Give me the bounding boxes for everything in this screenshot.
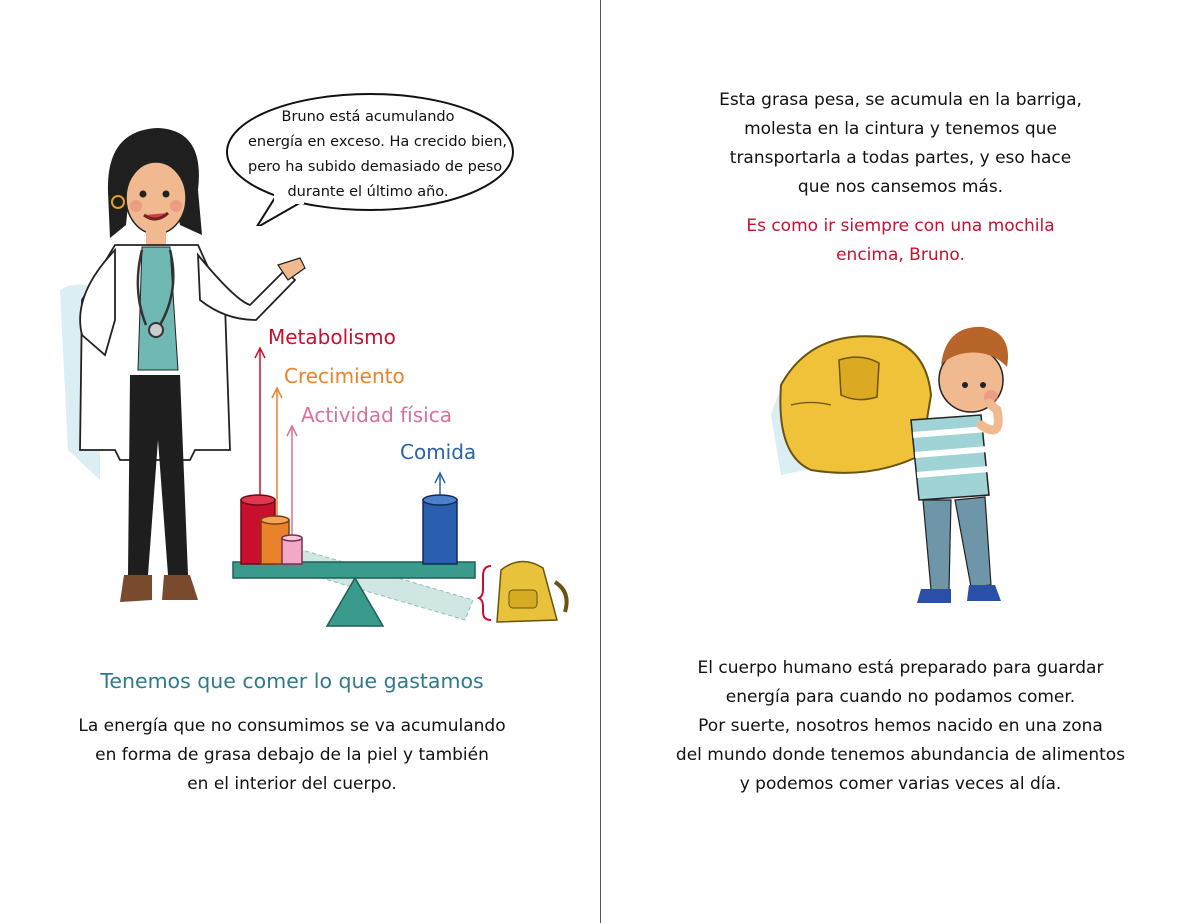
bubble-line: pero ha subido demasiado de peso <box>248 159 503 175</box>
bubble-line: durante el último año. <box>287 184 449 200</box>
right-page <box>601 0 1200 923</box>
paragraph-line: energía para cuando no podamos comer. <box>725 687 1076 707</box>
boy-with-backpack-illustration <box>751 305 1051 610</box>
bubble-line: Bruno está acumulando <box>281 109 455 125</box>
right-bottom-paragraph <box>601 654 1200 799</box>
paragraph-line: transportarla a todas partes, y eso hace <box>729 148 1072 168</box>
paragraph-line: del mundo donde tenemos abundancia de alimentos <box>675 745 1126 765</box>
paragraph-line: en el interior del cuerpo. <box>187 774 397 794</box>
label-metabolismo: Metabolismo <box>268 325 396 349</box>
energy-balance-diagram <box>225 330 585 630</box>
speech-bubble-text <box>248 105 508 205</box>
paragraph-line: Es como ir siempre con una mochila <box>746 216 1055 236</box>
left-paragraph <box>0 712 584 799</box>
highlight-paragraph <box>601 212 1200 270</box>
paragraph-line: La energía que no consumimos se va acumulando <box>78 716 506 736</box>
paragraph-line: en forma de grasa debajo de la piel y también <box>95 745 489 765</box>
bubble-line: energía en exceso. Ha crecido bien, <box>248 134 508 150</box>
right-top-paragraph <box>601 86 1200 202</box>
label-actividad-fisica: Actividad física <box>301 403 452 427</box>
speech-bubble <box>218 88 518 226</box>
paragraph-line: y podemos comer varias veces al día. <box>739 774 1062 794</box>
paragraph-line: Por suerte, nosotros hemos nacido en una zona <box>698 716 1103 736</box>
paragraph-line: El cuerpo humano está preparado para guardar <box>697 658 1104 678</box>
paragraph-line: molesta en la cintura y tenemos que <box>744 119 1057 139</box>
label-comida: Comida <box>400 440 477 464</box>
paragraph-line: encima, Bruno. <box>836 245 965 265</box>
section-heading: Tenemos que comer lo que gastamos <box>100 669 484 693</box>
paragraph-line: Esta grasa pesa, se acumula en la barriga, <box>719 90 1082 110</box>
label-crecimiento: Crecimiento <box>284 364 405 388</box>
paragraph-line: que nos cansemos más. <box>797 177 1004 197</box>
